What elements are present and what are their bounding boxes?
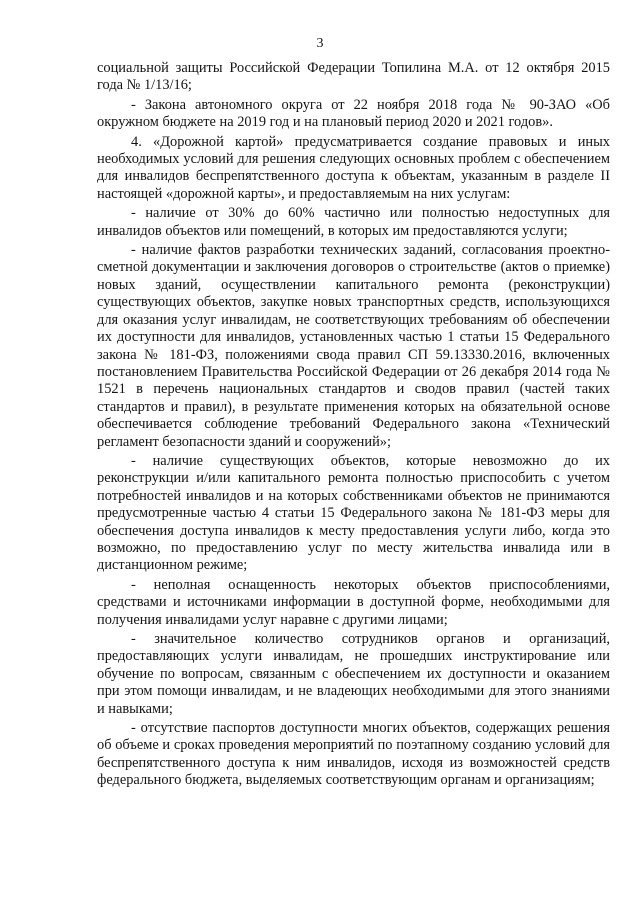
paragraph-problem-unadaptable-objects: - наличие существующих объектов, которые невозможно до их реконструкции и/или капитального ремонта полностью приспособить с учетом потребностей инвалидов и на которых собственниками объектов не принимаются предусмотренные частью 4 статьи 15 Федерального закона № 181-ФЗ меры для обеспечения доступа инвалидов к месту предоставления услуги либо, когда это возможно, по предоставлению услуг по месту жительства инвалида или в дистанционном режиме;	[97, 452, 610, 574]
paragraph-section-4: 4. «Дорожной картой» предусматривается создание правовых и иных необходимых условий для решения следующих основных проблем с обеспечением для инвалидов беспрепятственного доступа к объектам, указанным в разделе II настоящей «дорожной карты», и предоставляемым на них услугам:	[97, 133, 610, 202]
paragraph-problem-noncompliant-design: - наличие фактов разработки технических заданий, согласования проектно-сметной документации и заключения договоров о строительстве (актов о приемке) новых зданий, осуществлении капитального ремонта (реконструкции) существующих объектов, закупке новых транспортных средств, использующихся для оказания услуг инвалидам, не соответствующих требованиям об обеспечении их доступности для инвалидов, установленных частью 1 статьи 15 Федерального закона № 181-ФЗ, положениями свода правил СП 59.13330.2016, включенных постановлением Правительства Российской Федерации от 26 декабря 2014 года № 1521 в перечень национальных стандартов и сводов правил (частей таких стандартов и правил), в результате применения которых на обязательной основе обеспечивается соблюдение требований Федерального закона «Технический регламент безопасности зданий и сооружений»;	[97, 242, 610, 450]
paragraph-continuation: социальной защиты Российской Федерации Топилина М.А. от 12 октября 2015 года № 1/13/16;	[97, 60, 610, 94]
document-body	[97, 60, 610, 792]
paragraph-law-okrug: - Закона автономного округа от 22 ноября 2018 года № 90-ЗАО «Об окружном бюджете на 2019 год и на плановый период 2020 и 2021 годов».	[97, 96, 610, 131]
paragraph-problem-inaccessible-objects: - наличие от 30% до 60% частично или полностью недоступных для инвалидов объектов или помещений, в которых им предоставляются услуги;	[97, 205, 610, 239]
page-number: 3	[316, 36, 324, 51]
paragraph-problem-staff-training: - значительное количество сотрудников органов и организаций, предоставляющих услуги инвалидам, не прошедших инструктирование или обучение по вопросам, связанным с обеспечением их доступности и оказанием при этом помощи инвалидам, и не владеющих необходимыми для этого знаниями и навыками;	[97, 631, 610, 717]
paragraph-problem-equipment: - неполная оснащенность некоторых объектов приспособлениями, средствами и источниками информации в доступной форме, необходимыми для получения инвалидами услуг наравне с другими лицами;	[97, 576, 610, 628]
paragraph-problem-passports: - отсутствие паспортов доступности многих объектов, содержащих решения об объеме и сроках проведения мероприятий по поэтапному созданию условий для беспрепятственного доступа к ним инвалидов, исходя из возможностей средств федерального бюджета, выделяемых соответствующим органам и организациям;	[97, 720, 610, 789]
